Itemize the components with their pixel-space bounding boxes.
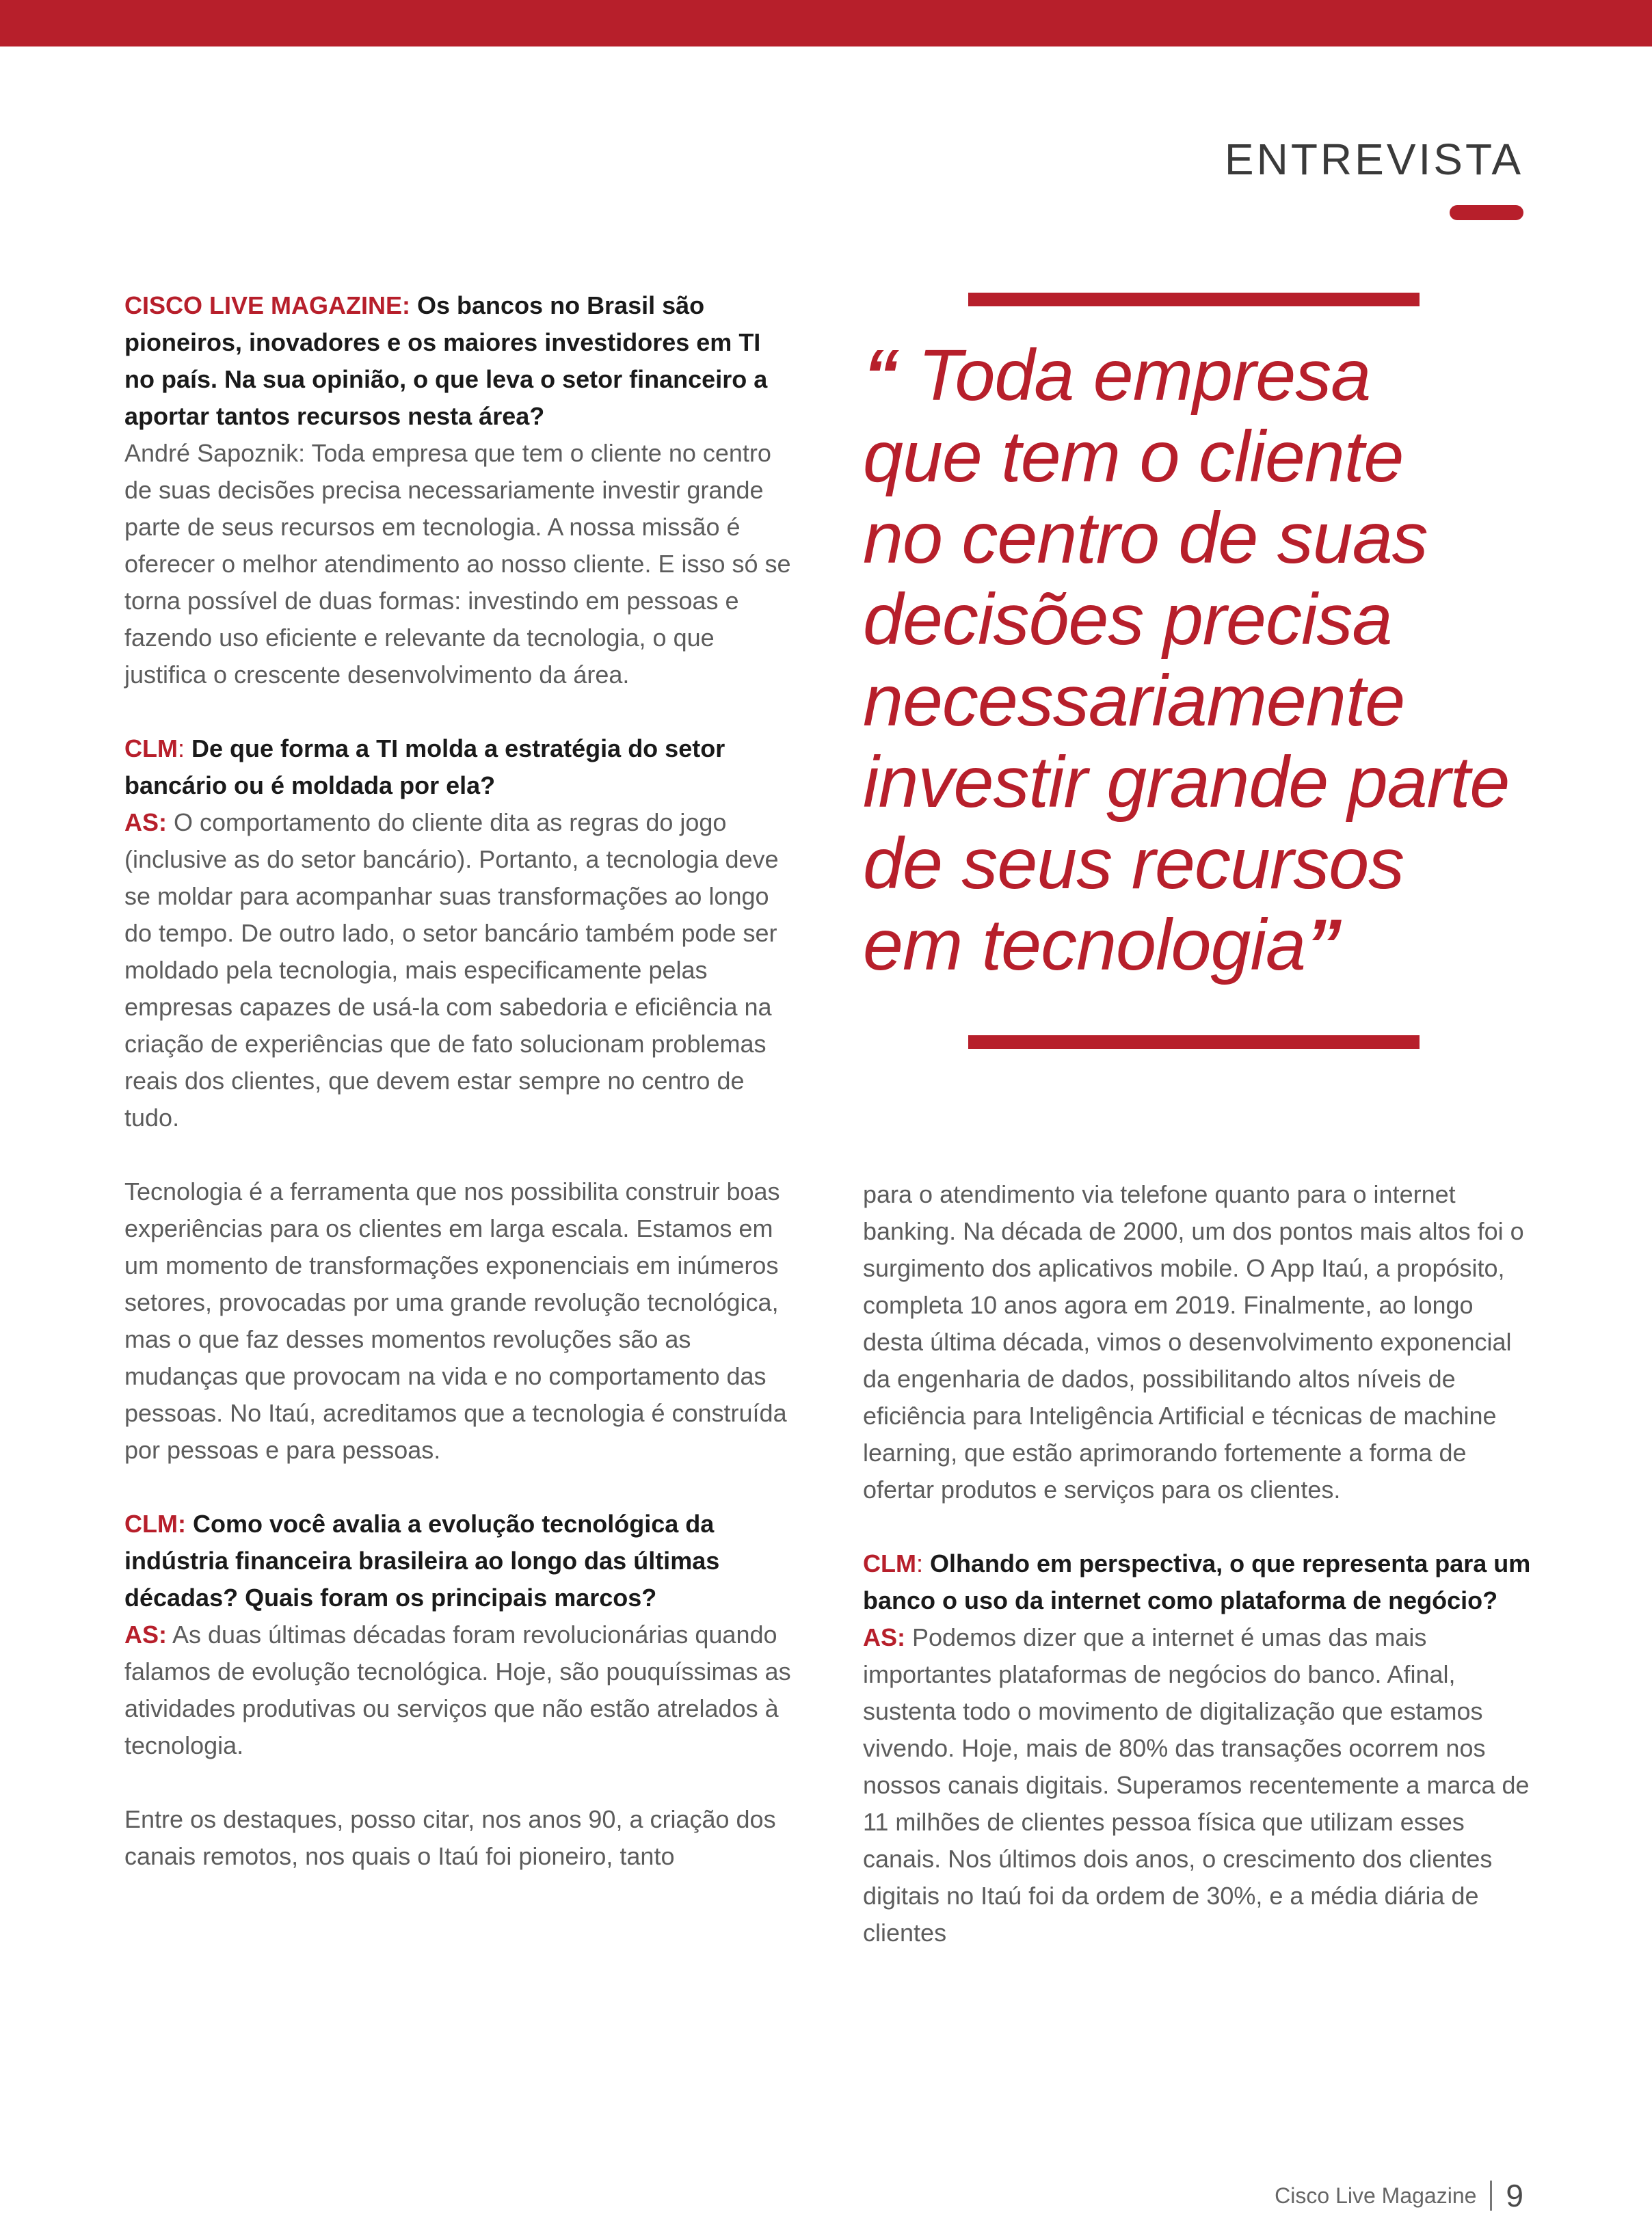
speaker-colon: : (177, 734, 185, 762)
answer-text: Podemos dizer que a internet é umas das mais importantes plataformas de negócios do banco. Afinal, sustenta todo o movimento de digitalização que estamos vivendo. Hoje, mais de 80% das transações ocorrem nos nossos canais digitais. Superamos recentemente a marca de 11 milhões de clientes pessoa física que utilizam esses canais. Nos últimos dois anos, o crescimento dos clientes digitais no Itaú foi da ordem de 30%, e a média diária de clientes (863, 1623, 1530, 1947)
pull-quote-line-2: que tem o cliente (863, 416, 1404, 497)
paragraph-continued: para o atendimento via telefone quanto para o internet banking. Na década de 2000, um dos pontos mais altos foi o surgimento dos aplicativos mobile. O App Itaú, a propósito, completa 10 anos agora em 2019. Finalmente, ao longo desta última década, vimos o desenvolvimento exponencial da engenharia de dados, possibilitando altos níveis de eficiência para Inteligência Artificial e técnicas de machine learning, que estão aprimorando fortemente a forma de ofertar produtos e serviços para os clientes. (863, 1180, 1524, 1504)
answer-tag: AS: (863, 1623, 905, 1651)
speaker-tag: CISCO LIVE MAGAZINE: (124, 291, 411, 319)
paragraph-question-5 (863, 1545, 1533, 1619)
answer-1: André Sapoznik: Toda empresa que tem o cliente no centro de suas decisões precisa necessariamente investir grande parte de seus recursos em tecnologia. A nossa missão é oferecer o melhor atendimento ao nosso cliente. E isso só se torna possível de duas formas: investindo em pessoas e fazendo uso eficiente e relevante da tecnologia, o que justifica o crescente desenvolvimento da área. (124, 439, 791, 689)
pull-quote (863, 335, 1547, 986)
paragraph-3: Tecnologia é a ferramenta que nos possibilita construir boas experiências para os clientes em larga escala. Estamos em um momento de transformações exponenciais em inúmeros setores, provocadas por uma grande revolução tecnológica, mas o que faz desses momentos revoluções são as mudanças que provocam na vida e no comportamento das pessoas. No Itaú, acreditamos que a tecnologia é construída por pessoas e para pessoas. (124, 1177, 787, 1464)
speaker-tag: CLM (863, 1549, 916, 1577)
left-column (124, 287, 795, 1875)
page-footer (1275, 2177, 1523, 2214)
speaker-tag: CLM: (124, 1510, 186, 1538)
pull-quote-line-8: em tecnologia” (863, 905, 1341, 985)
pull-quote-line-7: de seus recursos (863, 823, 1404, 904)
top-color-bar (0, 0, 1652, 46)
pull-quote-bottom-rule (968, 1035, 1420, 1049)
paragraph-question-2 (124, 730, 795, 804)
paragraph-question-1 (124, 287, 795, 435)
answer-4 (124, 1616, 795, 1764)
answer-text: As duas últimas décadas foram revolucionárias quando falamos de evolução tecnológica. Hoje, são pouquíssimas as atividades produtivas ou serviços que não estão atrelados à tecnologia. (124, 1621, 791, 1759)
question-text: De que forma a TI molda a estratégia do setor bancário ou é moldada por ela? (124, 734, 725, 799)
pull-quote-top-rule (968, 293, 1420, 306)
pull-quote-line-5: necessariamente (863, 661, 1405, 741)
pull-quote-line-6: investir grande parte (863, 742, 1510, 823)
pull-quote-line-3: no centro de suas (863, 498, 1428, 578)
page-number: 9 (1506, 2178, 1523, 2213)
answer-2 (124, 804, 795, 1136)
pull-quote-line-1: “ Toda empresa (863, 335, 1371, 416)
answer-tag: AS: (124, 1621, 167, 1649)
question-text: Como você avalia a evolução tecnológica da indústria financeira brasileira ao longo das últimas décadas? Quais foram os principais marcos? (124, 1510, 720, 1612)
answer-tag: AS: (124, 808, 167, 836)
paragraph-question-4 (124, 1506, 795, 1616)
answer-text: O comportamento do cliente dita as regras do jogo (inclusive as do setor bancário). Portanto, a tecnologia deve se moldar para acompanhar suas transformações ao longo do tempo. De outro lado, o setor bancário também pode ser moldado pela tecnologia, mais especificamente pelas empresas capazes de usá-la com sabedoria e eficiência na criação de experiências que de fato solucionam problemas reais dos clientes, que devem estar sempre no centro de tudo. (124, 808, 779, 1132)
right-column (863, 1176, 1533, 1951)
answer-5 (863, 1619, 1533, 1951)
question-text: Olhando em perspectiva, o que representa para um banco o uso da internet como plataforma de negócio? (863, 1549, 1531, 1614)
question-text: Os bancos no Brasil são pioneiros, inovadores e os maiores investidores em TI no país. Na sua opinião, o que leva o setor financeiro a aportar tantos recursos nesta área? (124, 291, 768, 430)
speaker-colon: : (916, 1549, 923, 1577)
speaker-tag: CLM (124, 734, 178, 762)
open-quote-mark: “ (863, 335, 898, 416)
footer-separator (1490, 2181, 1492, 2211)
close-quote-mark: ” (1305, 905, 1341, 985)
section-dash-decoration (1450, 205, 1523, 220)
pull-quote-line-4: decisões precisa (863, 579, 1392, 660)
magazine-name: Cisco Live Magazine (1275, 2183, 1477, 2208)
paragraph-5: Entre os destaques, posso citar, nos anos 90, a criação dos canais remotos, nos quais o Itaú foi pioneiro, tanto (124, 1805, 776, 1870)
section-label: ENTREVISTA (1224, 135, 1523, 184)
